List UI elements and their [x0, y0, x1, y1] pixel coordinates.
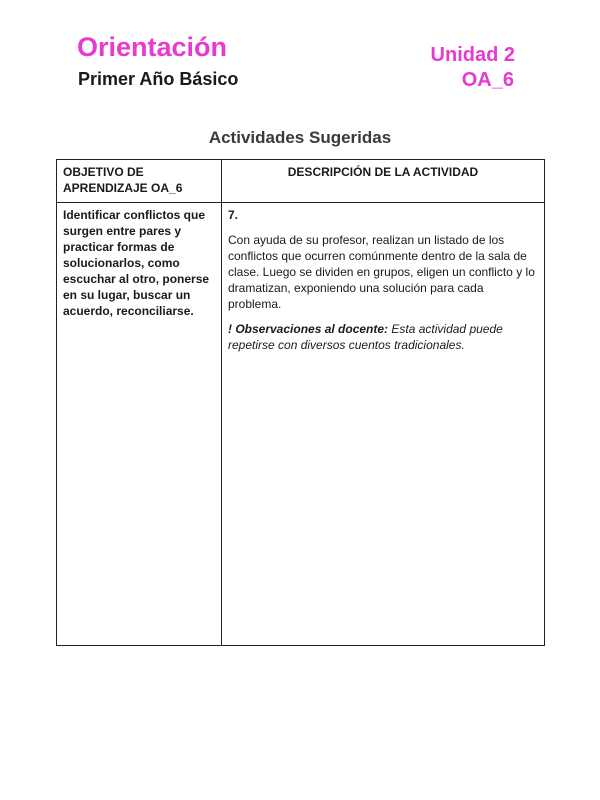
table-row	[57, 203, 545, 646]
activities-table	[56, 159, 545, 646]
teacher-note-label: ! Observaciones al docente:	[228, 322, 389, 336]
description-cell	[222, 203, 545, 646]
activity-number: 7.	[228, 208, 239, 222]
oa-code: OA_6	[461, 69, 514, 91]
description-column-header: DESCRIPCIÓN DE LA ACTIVIDAD	[222, 160, 545, 203]
teacher-note-text: Esta actividad puede repetirse con diversos cuentos tradicionales.	[228, 322, 503, 352]
subject-title: Orientación	[77, 32, 228, 62]
table-header-row	[57, 160, 545, 203]
objective-column-header: OBJETIVO DE APRENDIZAJE OA_6	[57, 160, 222, 203]
teacher-note	[228, 321, 538, 353]
activity-text: Con ayuda de su profesor, realizan un listado de los conflictos que ocurren comúnmente dentro de la sala de clase. Luego se dividen en grupos, eligen un conflicto y lo dramatizan, exponiendo una solución para cada problema.	[228, 233, 535, 311]
grade-level: Primer Año Básico	[78, 69, 239, 89]
objective-cell: Identificar conflictos que surgen entre pares y practicar formas de solucionarlos, como escuchar al otro, ponerse en su lugar, buscar un acuerdo, reconciliarse.	[57, 203, 222, 646]
section-title: Actividades Sugeridas	[208, 128, 392, 147]
unit-label: Unidad 2	[430, 44, 515, 66]
